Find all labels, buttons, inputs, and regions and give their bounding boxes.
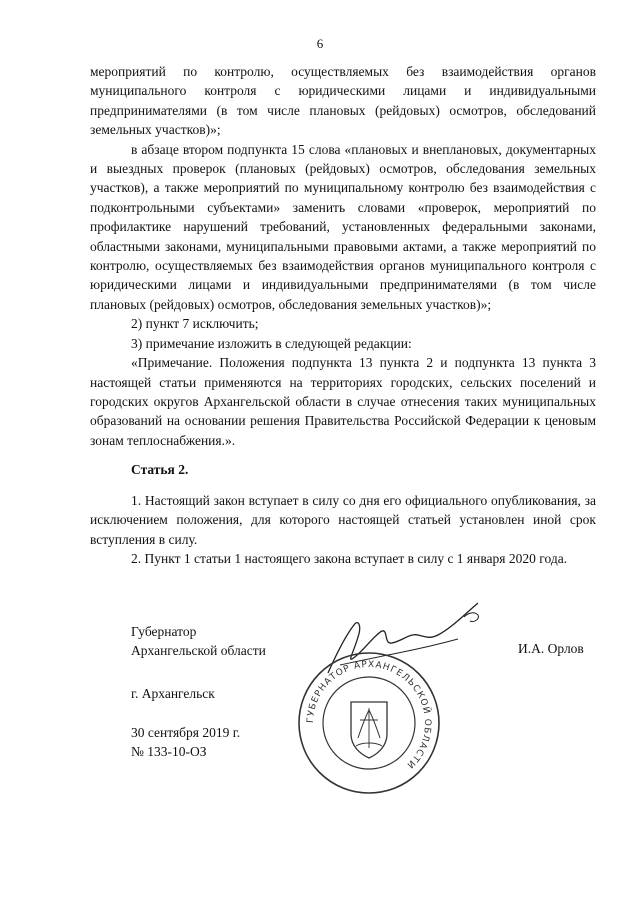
paragraph: «Примечание. Положения подпункта 13 пункта 2 и подпункта 13 пункта 3 настоящей статьи применяются на территориях городских, сельских поселений и городских округов Архангельской области в случае отнесения таких муниципальных образований на основании решения Правительства Российской Федерации к ценовым зонам теплоснабжения.». <box>90 355 596 448</box>
governor-title-line: Губернатор <box>131 624 197 639</box>
law-number: № 133-10-ОЗ <box>131 744 207 760</box>
official-seal-icon <box>296 650 442 796</box>
seal-text: ГУБЕРНАТОР АРХАНГЕЛЬСКОЙ ОБЛАСТИ <box>305 659 433 771</box>
governor-title-line: Архангельской области <box>131 643 266 659</box>
paragraph: мероприятий по контролю, осуществляемых без взаимодействия органов муниципального контроля с юридическими лицами и индивидуальными предпринимателями (в том числе плановых (рейдовых) осмотров, обследований земельных участков)»; <box>90 64 596 138</box>
city: г. Архангельск <box>131 686 215 701</box>
page-number: 6 <box>316 36 324 51</box>
signing-date: 30 сентября 2019 г. <box>131 725 241 740</box>
governor-title <box>131 622 266 661</box>
article-item: 2. Пункт 1 статьи 1 настоящего закона вступает в силу с 1 января 2020 года. <box>131 551 568 567</box>
article-item: 1. Настоящий закон вступает в силу со дня его официального опубликования, за исключением положения, для которого настоящей статьей установлен иной срок вступления в силу. <box>90 493 596 547</box>
amendment-text <box>90 62 596 450</box>
paragraph: 3) примечание изложить в следующей редакции: <box>131 335 412 351</box>
paragraph: в абзаце втором подпункта 15 слова «плановых и внеплановых, документарных и выездных проверок (плановых (рейдовых) осмотров, обследования земельных участков), а также мероприятий по муниципальному контролю без взаимодействия с подконтрольными субъектами» заменить словами «проверок, мероприятий по профилактике нарушений требований, установленных федеральными законами, областными законами, муниципальными правовыми актами, а также мероприятий по контролю, осуществляемых без взаимодействия органов муниципального контроля с юридическими лицами и индивидуальными предпринимателями (в том числе плановых (рейдовых) осмотров, обследования земельных участков)»; <box>90 141 596 312</box>
governor-name: И.А. Орлов <box>518 641 584 656</box>
article-2-text <box>90 491 596 569</box>
article-heading: Статья 2. <box>131 462 189 477</box>
date-and-number <box>131 723 240 762</box>
paragraph: 2) пункт 7 исключить; <box>131 316 259 332</box>
